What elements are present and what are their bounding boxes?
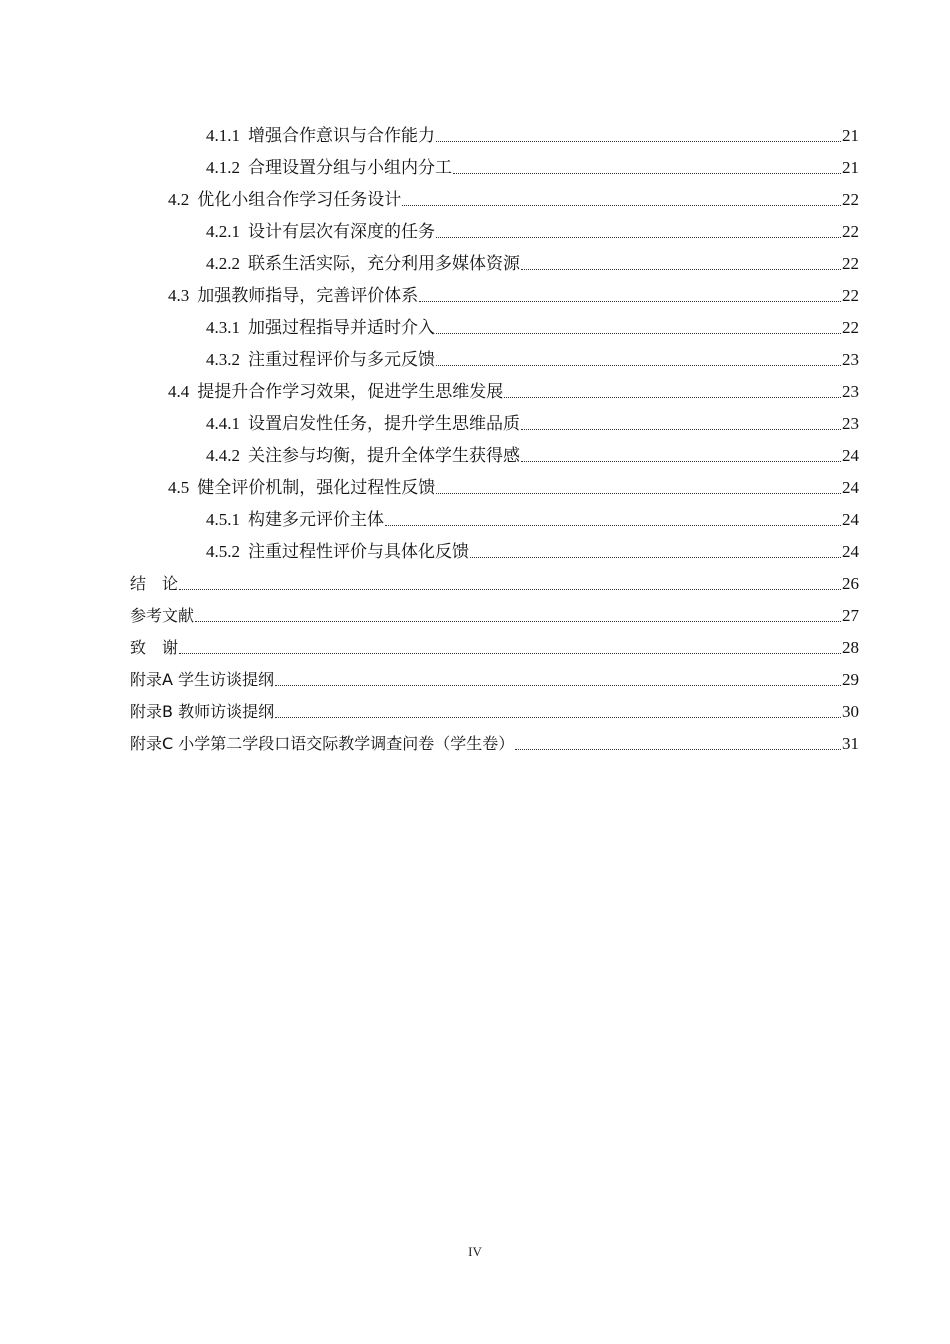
- page-number-footer: IV: [468, 1244, 482, 1259]
- dot-leader: [419, 300, 841, 302]
- toc-entry-4-4-1[interactable]: [130, 402, 859, 434]
- dot-leader: [521, 428, 841, 430]
- toc-entry-page: 30: [842, 702, 859, 721]
- toc-entry-number: 4.1.2: [206, 158, 240, 177]
- dot-leader: [436, 492, 841, 494]
- toc-entry-title: 设计有层次有深度的任务: [248, 222, 435, 241]
- toc-entry-page: 21: [842, 158, 859, 177]
- toc-entry-4-2[interactable]: [130, 178, 859, 210]
- toc-entry-title: 关注参与均衡，提升全体学生获得感: [248, 446, 520, 465]
- toc-entry-page: 24: [842, 446, 859, 465]
- dot-leader: [436, 236, 841, 238]
- toc-entry-number: 4.3.2: [206, 350, 240, 369]
- toc-entry-title: 附录C 小学第二学段口语交际教学调查问卷（学生卷）: [130, 734, 515, 753]
- toc-entry-title: 注重过程性评价与具体化反馈: [248, 542, 469, 561]
- dot-leader: [179, 588, 841, 590]
- toc-entry-appendix-a[interactable]: [130, 658, 859, 690]
- dot-leader: [436, 332, 841, 334]
- toc-entry-number: 4.3.1: [206, 318, 240, 337]
- toc-entry-appendix-b[interactable]: [130, 690, 859, 722]
- toc-entry-4-3-1[interactable]: [130, 306, 859, 338]
- toc-entry-title: 优化小组合作学习任务设计: [197, 190, 402, 209]
- toc-entry-title: 构建多元评价主体: [248, 510, 384, 529]
- toc-entry-title: 合理设置分组与小组内分工: [248, 158, 452, 177]
- toc-entry-page: 22: [842, 254, 859, 273]
- toc-entry-title: 附录B 教师访谈提纲: [130, 702, 275, 721]
- dot-leader: [402, 204, 841, 206]
- toc-entry-title: 加强过程指导并适时介入: [248, 318, 435, 337]
- dot-leader: [275, 684, 841, 686]
- toc-entry-number: 4.4: [168, 382, 190, 401]
- toc-entry-title: 设置启发性任务，提升学生思维品质: [248, 414, 520, 433]
- toc-entry-page: 27: [842, 606, 859, 625]
- toc-entry-title: 注重过程评价与多元反馈: [248, 350, 435, 369]
- toc-entry-acknowledgements[interactable]: [130, 626, 859, 658]
- toc-entry-title: 附录A 学生访谈提纲: [130, 670, 275, 689]
- dot-leader: [179, 652, 841, 654]
- dot-leader: [275, 716, 841, 718]
- toc-entry-number: 4.2.1: [206, 222, 240, 241]
- toc-entry-4-5-1[interactable]: [130, 498, 859, 530]
- toc-entry-number: 4.1.1: [206, 126, 240, 145]
- dot-leader: [385, 524, 841, 526]
- toc-entry-title: 增强合作意识与合作能力: [248, 126, 435, 145]
- toc-entry-conclusion[interactable]: [130, 562, 859, 594]
- toc-entry-number: 4.5.2: [206, 542, 240, 561]
- toc-entry-title: 联系生活实际，充分利用多媒体资源: [248, 254, 520, 273]
- toc-entry-number: 4.2.2: [206, 254, 240, 273]
- toc-entry-4-2-2[interactable]: [130, 242, 859, 274]
- toc-entry-number: 4.4.1: [206, 414, 240, 433]
- toc-entry-4-1-2[interactable]: [130, 146, 859, 178]
- toc-entry-title: 提提升合作学习效果，促进学生思维发展: [197, 382, 504, 401]
- toc-entry-page: 21: [842, 126, 859, 145]
- toc-entry-title: 结 论: [130, 574, 179, 593]
- dot-leader: [195, 620, 841, 622]
- toc-entry-page: 23: [842, 382, 859, 401]
- toc-entry-title: 致 谢: [130, 638, 179, 657]
- toc-entry-4-4[interactable]: [130, 370, 859, 402]
- toc-entry-number: 4.5: [168, 478, 190, 497]
- toc-entry-page: 24: [842, 478, 859, 497]
- toc-entry-page: 26: [842, 574, 859, 593]
- toc-entry-page: 31: [842, 734, 859, 753]
- toc-entry-number: 4.3: [168, 286, 190, 305]
- toc-entry-4-3-2[interactable]: [130, 338, 859, 370]
- toc-entry-page: 28: [842, 638, 859, 657]
- toc-entry-title: 健全评价机制，强化过程性反馈: [197, 478, 436, 497]
- toc-entry-4-3[interactable]: [130, 274, 859, 306]
- toc-entry-title: 加强教师指导，完善评价体系: [197, 286, 419, 305]
- toc-entry-page: 23: [842, 414, 859, 433]
- toc-entry-page: 22: [842, 318, 859, 337]
- toc-entry-page: 23: [842, 350, 859, 369]
- dot-leader: [470, 556, 841, 558]
- toc-entry-page: 24: [842, 510, 859, 529]
- toc-entry-page: 22: [842, 190, 859, 209]
- toc-entry-4-5-2[interactable]: [130, 530, 859, 562]
- toc-entry-appendix-c[interactable]: [130, 722, 859, 754]
- toc-entry-number: 4.4.2: [206, 446, 240, 465]
- dot-leader: [504, 396, 841, 398]
- toc-entry-page: 22: [842, 222, 859, 241]
- toc-entry-4-2-1[interactable]: [130, 210, 859, 242]
- toc-entry-references[interactable]: [130, 594, 859, 626]
- toc-entry-4-1-1[interactable]: [130, 114, 859, 146]
- toc-entry-number: 4.5.1: [206, 510, 240, 529]
- toc-entry-title: 参考文献: [130, 606, 195, 625]
- dot-leader: [515, 748, 841, 750]
- toc-entry-page: 29: [842, 670, 859, 689]
- toc-entry-number: 4.2: [168, 190, 190, 209]
- toc-entry-4-4-2[interactable]: [130, 434, 859, 466]
- dot-leader: [453, 172, 841, 174]
- toc-entry-4-5[interactable]: [130, 466, 859, 498]
- dot-leader: [436, 364, 841, 366]
- dot-leader: [436, 140, 841, 142]
- toc-entry-page: 24: [842, 542, 859, 561]
- toc-entry-page: 22: [842, 286, 859, 305]
- dot-leader: [521, 268, 841, 270]
- dot-leader: [521, 460, 841, 462]
